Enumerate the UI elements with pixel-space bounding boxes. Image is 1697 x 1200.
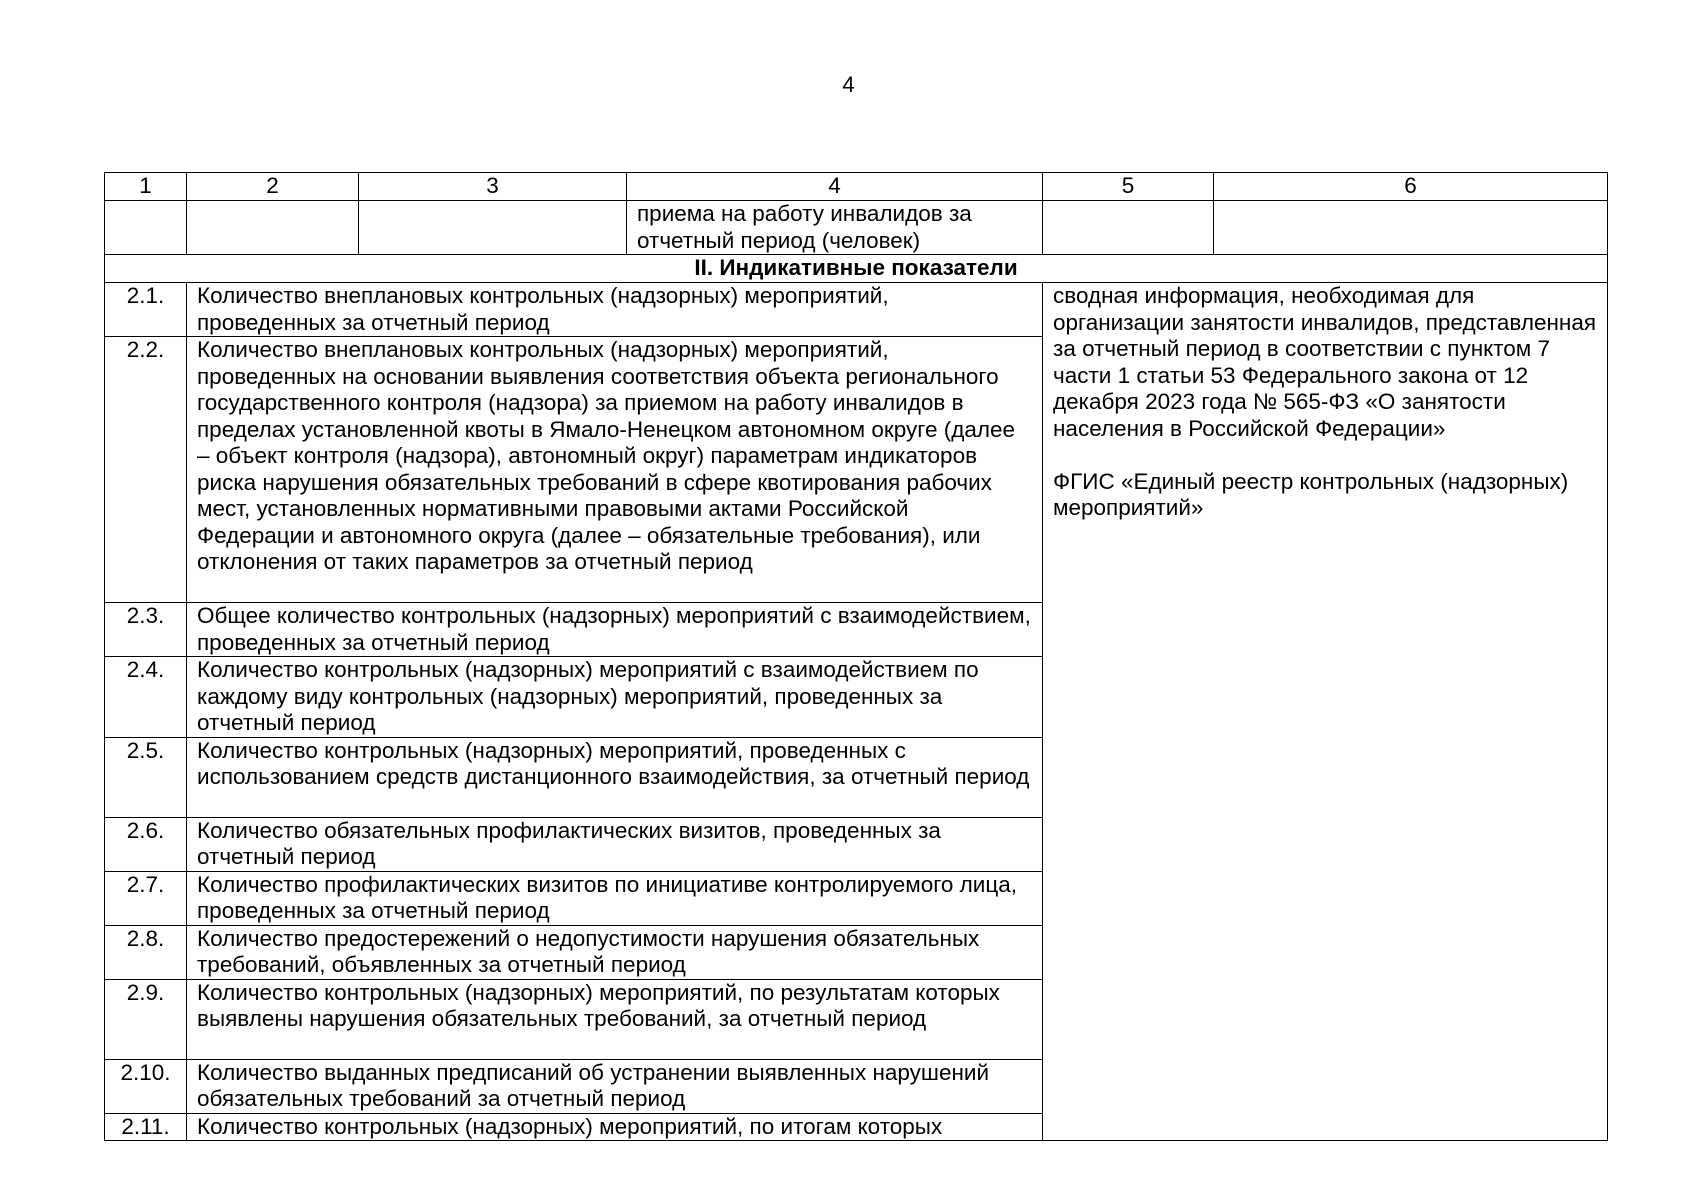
data-source-cell: сводная информация, необходимая для организации занятости инвалидов, представленная за отчетный период в соответствии с пунктом 7 части 1 статьи 53 Федерального закона от 12 декабря 2023 года № 565-ФЗ «О занятости населения в Российской Федерации» ФГИС «Единый реестр контрольных (надзорных) мероприятий» — [1043, 283, 1608, 1141]
indicator-text: Количество контрольных (надзорных) мероприятий, по результатам которых выявлены нарушения обязательных требований, за отчетный период — [187, 979, 1043, 1059]
indicator-text: Количество контрольных (надзорных) мероприятий с взаимодействием по каждому виду контрольных (надзорных) мероприятий, проведенных за отчетный период — [187, 657, 1043, 738]
continuation-cell-3 — [359, 201, 627, 255]
row-number: 2.2. — [105, 337, 187, 603]
column-number-5: 5 — [1043, 173, 1214, 201]
column-number-6: 6 — [1214, 173, 1608, 201]
row-number: 2.4. — [105, 657, 187, 738]
continuation-cell-1 — [105, 201, 187, 255]
row-number: 2.10. — [105, 1059, 187, 1113]
row-number: 2.9. — [105, 979, 187, 1059]
indicator-text: Количество выданных предписаний об устранении выявленных нарушений обязательных требований за отчетный период — [187, 1059, 1043, 1113]
indicator-text: Количество контрольных (надзорных) мероприятий, проведенных с использованием средств дистанционного взаимодействия, за отчетный период — [187, 737, 1043, 817]
column-number-row — [105, 173, 1608, 201]
indicator-text: Количество обязательных профилактических визитов, проведенных за отчетный период — [187, 817, 1043, 871]
row-number: 2.3. — [105, 603, 187, 657]
column-number-1: 1 — [105, 173, 187, 201]
row-number: 2.7. — [105, 871, 187, 925]
column-number-4: 4 — [627, 173, 1043, 201]
indicators-table — [104, 172, 1608, 1141]
indicator-text: Количество профилактических визитов по инициативе контролируемого лица, проведенных за отчетный период — [187, 871, 1043, 925]
indicator-text: Количество контрольных (надзорных) мероприятий, по итогам которых — [187, 1113, 1043, 1141]
continuation-cell-6 — [1214, 201, 1608, 255]
row-number: 2.6. — [105, 817, 187, 871]
table-row — [105, 283, 1608, 337]
continuation-row — [105, 201, 1608, 255]
page-number: 4 — [842, 72, 855, 97]
section-title: II. Индикативные показатели — [105, 255, 1608, 283]
indicator-text: Количество предостережений о недопустимости нарушения обязательных требований, объявленных за отчетный период — [187, 925, 1043, 979]
row-number: 2.11. — [105, 1113, 187, 1141]
continuation-cell-4: приема на работу инвалидов за отчетный период (человек) — [627, 201, 1043, 255]
row-number: 2.8. — [105, 925, 187, 979]
indicator-text: Общее количество контрольных (надзорных) мероприятий с взаимодействием, проведенных за отчетный период — [187, 603, 1043, 657]
row-number: 2.5. — [105, 737, 187, 817]
continuation-cell-5 — [1043, 201, 1214, 255]
indicator-text: Количество внеплановых контрольных (надзорных) мероприятий, проведенных за отчетный период — [187, 283, 1043, 337]
section-heading-row — [105, 255, 1608, 283]
column-number-3: 3 — [359, 173, 627, 201]
row-number: 2.1. — [105, 283, 187, 337]
continuation-cell-2 — [187, 201, 359, 255]
column-number-2: 2 — [187, 173, 359, 201]
indicator-text: Количество внеплановых контрольных (надзорных) мероприятий, проведенных на основании выявления соответствия объекта регионального государственного контроля (надзора) за приемом на работу инвалидов в пределах установленной квоты в Ямало-Ненецком автономном округе (далее – объект контроля (надзора), автономный округ) параметрам индикаторов риска нарушения обязательных требований в сфере квотирования рабочих мест, установленных нормативными правовыми актами Российской Федерации и автономного округа (далее – обязательные требования), или отклонения от таких параметров за отчетный период — [187, 337, 1043, 603]
